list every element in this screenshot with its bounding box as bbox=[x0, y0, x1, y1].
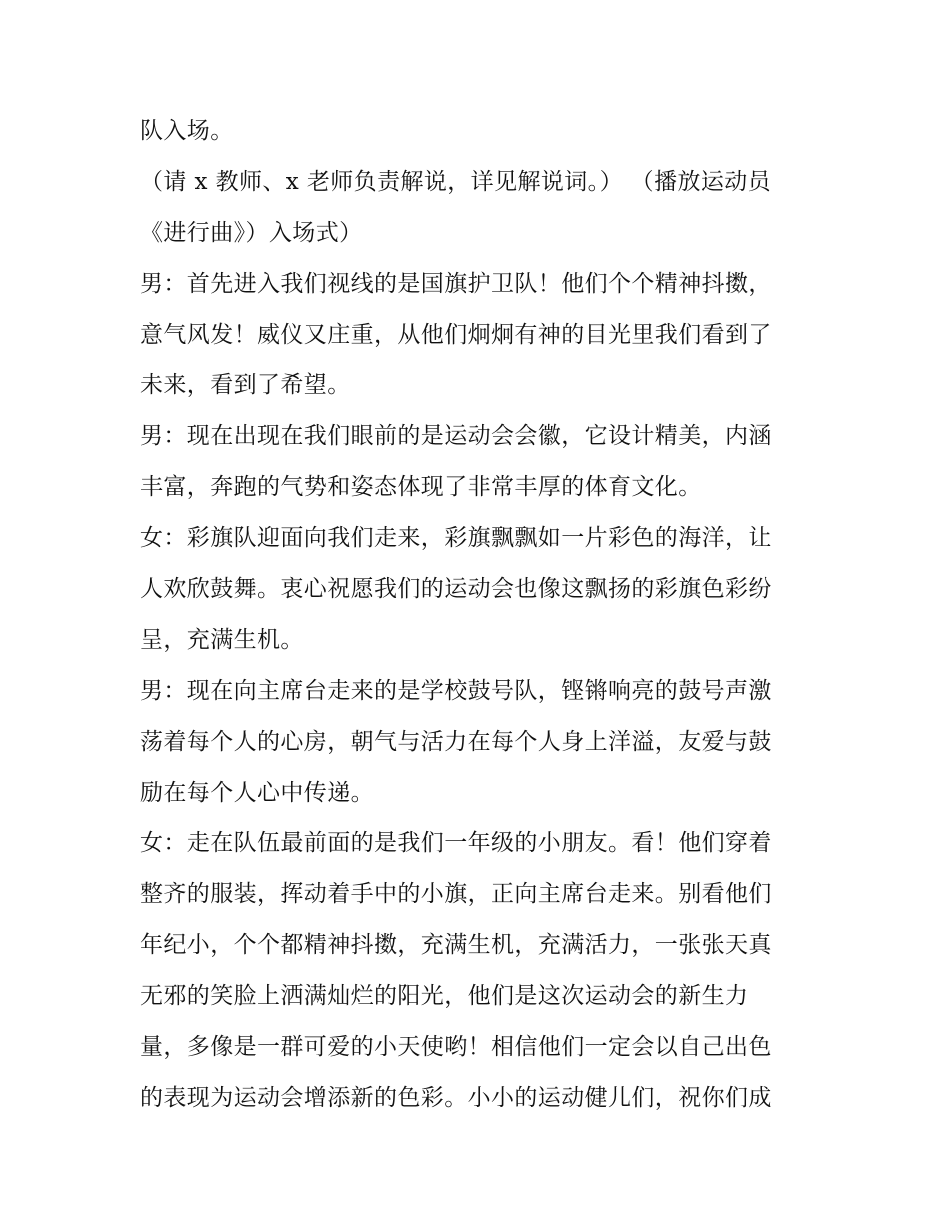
text-line: 未来，看到了希望。 bbox=[140, 372, 351, 399]
text-line: 丰富，奔跑的气势和姿态体现了非常丰厚的体育文化。 bbox=[140, 474, 702, 501]
text-line: 量，多像是一群可爱的小天使哟！相信他们一定会以自己出色 bbox=[140, 1034, 772, 1061]
document-text-body bbox=[140, 106, 820, 1124]
text-line: 《进行曲》）入场式） bbox=[140, 219, 363, 246]
text-line: 男：现在向主席台走来的是学校鼓号队，铿锵响亮的鼓号声激 bbox=[140, 677, 772, 704]
text-line: 呈，充满生机。 bbox=[140, 626, 304, 653]
text-line: 男：现在出现在我们眼前的是运动会会徽，它设计精美，内涵 bbox=[140, 423, 772, 450]
text-line: 的表现为运动会增添新的色彩。小小的运动健儿们，祝你们成 bbox=[140, 1084, 772, 1111]
text-line: 女：彩旗队迎面向我们走来，彩旗飘飘如一片彩色的海洋，让 bbox=[140, 525, 772, 552]
text-line: 年纪小，个个都精神抖擞，充满生机，充满活力，一张张天真 bbox=[140, 932, 772, 959]
text-line: 励在每个人心中传递。 bbox=[140, 779, 374, 806]
text-line: 荡着每个人的心房，朝气与活力在每个人身上洋溢，友爱与鼓 bbox=[140, 728, 772, 755]
text-line: 意气风发！威仪又庄重，从他们炯炯有神的目光里我们看到了 bbox=[140, 321, 772, 348]
text-line: 无邪的笑脸上洒满灿烂的阳光，他们是这次运动会的新生力 bbox=[140, 983, 749, 1010]
text-line: 女：走在队伍最前面的是我们一年级的小朋友。看！他们穿着 bbox=[140, 830, 772, 857]
text-line: 男：首先进入我们视线的是国旗护卫队！他们个个精神抖擞， bbox=[140, 270, 772, 297]
text-line: 整齐的服装，挥动着手中的小旗，正向主席台走来。别看他们 bbox=[140, 881, 772, 908]
text-line: （请 x 教师、x 老师负责解说，详见解说词。） （播放运动员 bbox=[140, 168, 772, 195]
text-line: 人欢欣鼓舞。衷心祝愿我们的运动会也像这飘扬的彩旗色彩纷 bbox=[140, 576, 772, 603]
text-line: 队入场。 bbox=[140, 118, 234, 144]
